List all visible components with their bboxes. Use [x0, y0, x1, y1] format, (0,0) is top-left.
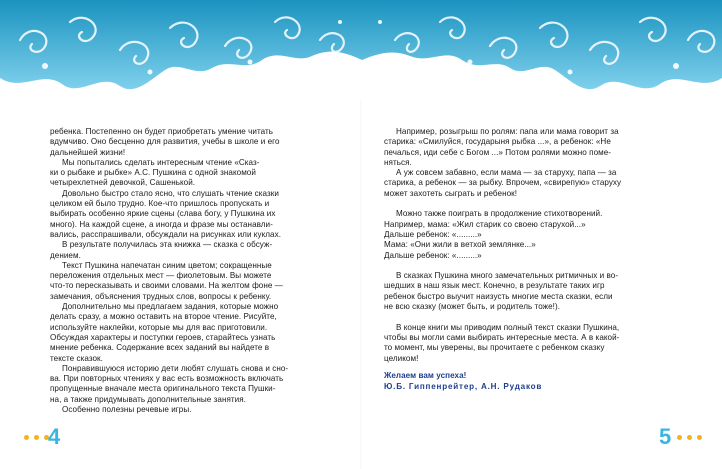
text-line: ребенок быстро выучит наизусть многие места сказки, если	[384, 291, 613, 301]
text-line: делать сразу, а можно оставить на второе чтение. Рисуйте,	[50, 312, 277, 322]
wave-ornament-header	[0, 0, 722, 110]
paragraph-gap	[384, 199, 676, 209]
text-line: на, а также придумывать дополнительные занятия.	[50, 394, 246, 404]
paragraph	[50, 405, 340, 415]
page-dots-right	[677, 435, 702, 440]
paragraph-gap	[384, 261, 676, 271]
text-line: шедших в наш язык мест. Конечно, в результате таких игр	[384, 281, 605, 291]
text-line: дением.	[50, 250, 81, 260]
text-line: старика, а ребенок — за рыбку. Впрочем, «свирепую» старуху	[384, 178, 622, 188]
text-line: Например, мама: «Жил старик со своею старухой...»	[384, 219, 586, 229]
right-page-text	[384, 127, 676, 392]
text-line: В конце книги мы приводим полный текст сказки Пушкина,	[396, 322, 620, 332]
text-line: не всю сказку (может быть, и родитель тоже!).	[384, 302, 561, 312]
authors-signature: Ю.Б. Гиппенрейтер, А.Н. Рудаков	[384, 381, 543, 391]
page-number-left: 4	[48, 424, 61, 449]
text-line: Довольно быстро стало ясно, что слушать чтение сказки	[62, 188, 279, 198]
text-line: то момент, мы уверены, вы прочитаете с ребенком сказку	[384, 343, 605, 353]
paragraph	[384, 168, 676, 199]
paragraph	[50, 240, 340, 261]
paragraph	[50, 189, 340, 240]
text-line: Дополнительно мы предлагаем задания, которые можно	[62, 302, 279, 312]
page-dots-left	[24, 435, 49, 440]
text-line: ки о рыбаке и рыбке» А.С. Пушкина с одной знакомой	[50, 168, 256, 178]
text-line: тексте сказок.	[50, 353, 103, 363]
text-line: Можно также поиграть в продолжение стихотворений.	[396, 209, 603, 219]
text-line: целиком!	[384, 353, 419, 363]
page-number-right: 5	[659, 424, 672, 449]
spread-gutter	[360, 100, 362, 469]
left-page-text	[50, 127, 340, 415]
paragraph	[50, 364, 340, 405]
text-line: Мы попытались сделать интересным чтение «Сказ-	[62, 157, 260, 167]
paragraph	[50, 261, 340, 302]
text-line: Дальше ребенок: «.........»	[384, 229, 482, 239]
paragraph	[384, 323, 676, 364]
text-line: В результате получилась эта книжка — сказка с обсуж-	[62, 240, 273, 250]
text-line: целиком ей было трудно. Кое-что пришлось пропускать и	[50, 199, 270, 209]
text-line: вдумчиво. Оно бесценно для развития, учебы в школе и его	[50, 137, 280, 147]
text-line: В сказках Пушкина много замечательных ритмичных и во-	[396, 271, 619, 281]
paragraph	[384, 209, 676, 260]
text-line: используйте наклейки, которые мы для вас приготовили.	[50, 322, 268, 332]
text-line: няться.	[384, 157, 412, 167]
text-line: Понравившуюся историю дети любят слушать снова и сно-	[62, 363, 289, 373]
paragraph	[50, 127, 340, 158]
text-line: замечания, объяснения трудных слов, вопросы к ребенку.	[50, 291, 272, 301]
text-line: выбирать особенно яркие сцены (слава богу, у Пушкина их	[50, 209, 276, 219]
text-line: Обсуждая характеры и поступки героев, старайтесь узнать	[50, 332, 276, 342]
text-line: пропущенные вначале места оригинального текста Пушки-	[50, 384, 276, 394]
text-line: чтобы вы могли сами выбирать интересные места. А в какой-	[384, 332, 620, 342]
text-line: вались, расспрашивали, обсуждали на рисунках или куклах.	[50, 229, 281, 239]
right-page-body	[384, 127, 676, 364]
paragraph	[50, 158, 340, 189]
paragraph-gap	[384, 312, 676, 322]
closing-wish	[384, 370, 676, 392]
paragraph	[384, 271, 676, 312]
paragraph	[384, 127, 676, 168]
text-line: переложения отдельных мест — фиолетовым. Вы можете	[50, 271, 272, 281]
paragraph	[50, 302, 340, 364]
wish-line: Желаем вам успеха!	[384, 370, 467, 380]
text-line: ва. При повторных чтениях у вас есть возможность включать	[50, 374, 284, 384]
text-line: ребенка. Постепенно он будет приобретать умение читать	[50, 127, 274, 136]
text-line: Дальше ребенок: «.........»	[384, 250, 482, 260]
text-line: Например, розыгрыш по ролям: папа или мама говорит за	[396, 127, 619, 136]
text-line: что-то пересказывать и своими словами. На желтом фоне —	[50, 281, 283, 291]
text-line: мнение ребенка. Содержание всех заданий вы найдете в	[50, 343, 270, 353]
text-line: дальнейшей жизни!	[50, 147, 126, 157]
text-line: Текст Пушкина напечатан синим цветом; сокращенные	[62, 260, 272, 270]
text-line: Мама: «Они жили в ветхой землянке...»	[384, 240, 536, 250]
text-line: печалься, иди себе с Богом ...» Потом ролями можно поме-	[384, 147, 612, 157]
text-line: может захотеть сыграть и ребенок!	[384, 188, 518, 198]
text-line: старика: «Смилуйся, государыня рыбка ...», а ребенок: «Не	[384, 137, 611, 147]
text-line: много). На каждой сцене, а иногда и фразе мы останавли-	[50, 219, 273, 229]
text-line: А уж совсем забавно, если мама — за старуху, папа — за	[396, 168, 617, 178]
text-line: Особенно полезны речевые игры.	[62, 405, 192, 415]
text-line: четырехлетней девочкой, Сашенькой.	[50, 178, 196, 188]
